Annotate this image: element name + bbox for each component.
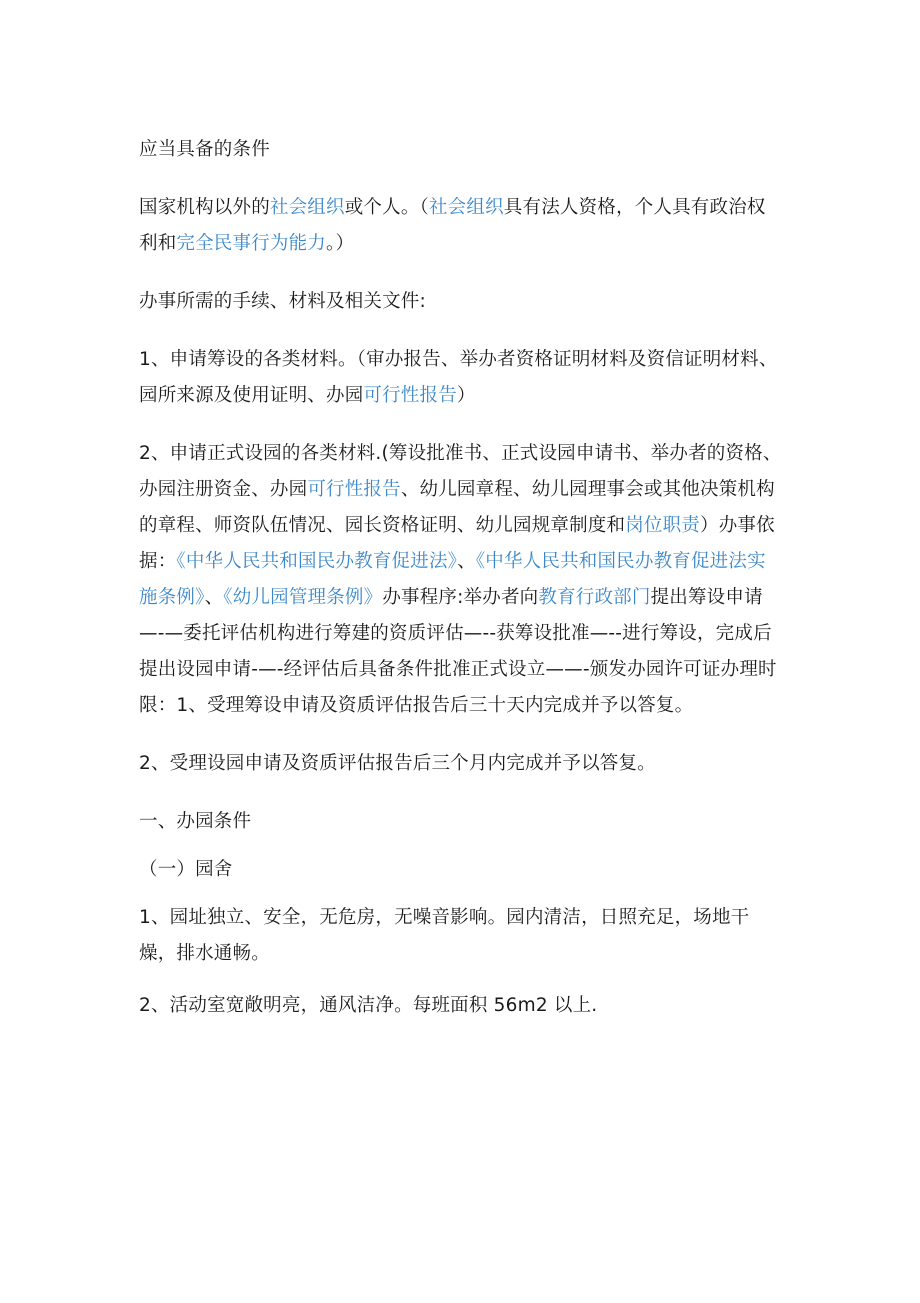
link-social-organization[interactable]: 社会组织 [269,197,345,218]
link-education-department[interactable]: 教育行政部门 [538,587,651,608]
text-segment: ）办事依据： [139,515,775,572]
paragraph-required-documents: 办事所需的手续、材料及相关文件: [139,291,426,312]
text-segment: 提出筹设申请—-—委托评估机构进行筹建的资质评估—--获筹设批准—--进行筹设，完成后提出设园申请-—-经评估后具备条件批准正式设立——-颁发办园许可证办理时限：1、受理筹设申请及资质评估报告后三十天内完成并予以答复。 [139,587,777,716]
link-job-responsibilities[interactable]: 岗位职责 [625,515,701,536]
text-segment: 、 [204,587,224,608]
paragraph-activity-room: 2、活动室宽敞明亮，通风洁净。每班面积 56m2 以上. [139,995,598,1016]
link-private-education-regulations[interactable]: 《中华人民共和国民办教育促进法实施条例》 [139,551,766,608]
link-civil-capacity[interactable]: 完全民事行为能力 [176,233,327,254]
subsection-heading-premises: （一）园舍 [139,859,233,880]
paragraph-time-limit-2: 2、受理设园申请及资质评估报告后三个月内完成并予以答复。 [139,753,656,774]
paragraph-site-requirements: 1、园址独立、安全，无危房，无噪音影响。园内清洁，日照充足，场地干燥，排水通畅。 [139,907,750,964]
link-private-education-law[interactable]: 《中华人民共和国民办教育促进法》 [176,551,458,572]
text-segment: 2、申请正式设园的各类材料.(筹设批准书、正式设园申请书、举办者的资格、办园注册资金、办园 [139,443,782,500]
link-feasibility-report-2[interactable]: 可行性报告 [307,479,401,500]
link-feasibility-report[interactable]: 可行性报告 [363,385,457,406]
section-heading-conditions: 应当具备的条件 [139,139,270,160]
link-social-organization-2[interactable]: 社会组织 [428,197,504,218]
text-segment: 、幼儿园章程、幼儿园理事会或其他决策机构的章程、师资队伍情况、园长资格证明、幼儿园规章制度和 [139,479,775,536]
link-kindergarten-regulations[interactable]: 《幼儿园管理条例》 [223,587,383,608]
text-segment: 具有法人资格，个人具有政治权利和 [139,197,766,254]
text-segment: 、 [457,551,476,572]
text-segment: ） [456,385,476,406]
paragraph-eligibility [139,190,782,262]
text-segment: 。） [326,233,355,254]
text-segment: 国家机构以外的 [139,197,270,218]
section-heading-conditions-1: 一、办园条件 [139,811,252,832]
text-segment: 1、申请筹设的各类材料。（审办报告、举办者资格证明材料及资信证明材料、园所来源及使用证明、办园 [139,349,778,406]
paragraph-formal-establishment [139,436,782,724]
text-segment: 或个人。（ [344,197,429,218]
text-segment: 办事程序:举办者向 [382,587,539,608]
paragraph-preparation-materials [139,342,782,414]
